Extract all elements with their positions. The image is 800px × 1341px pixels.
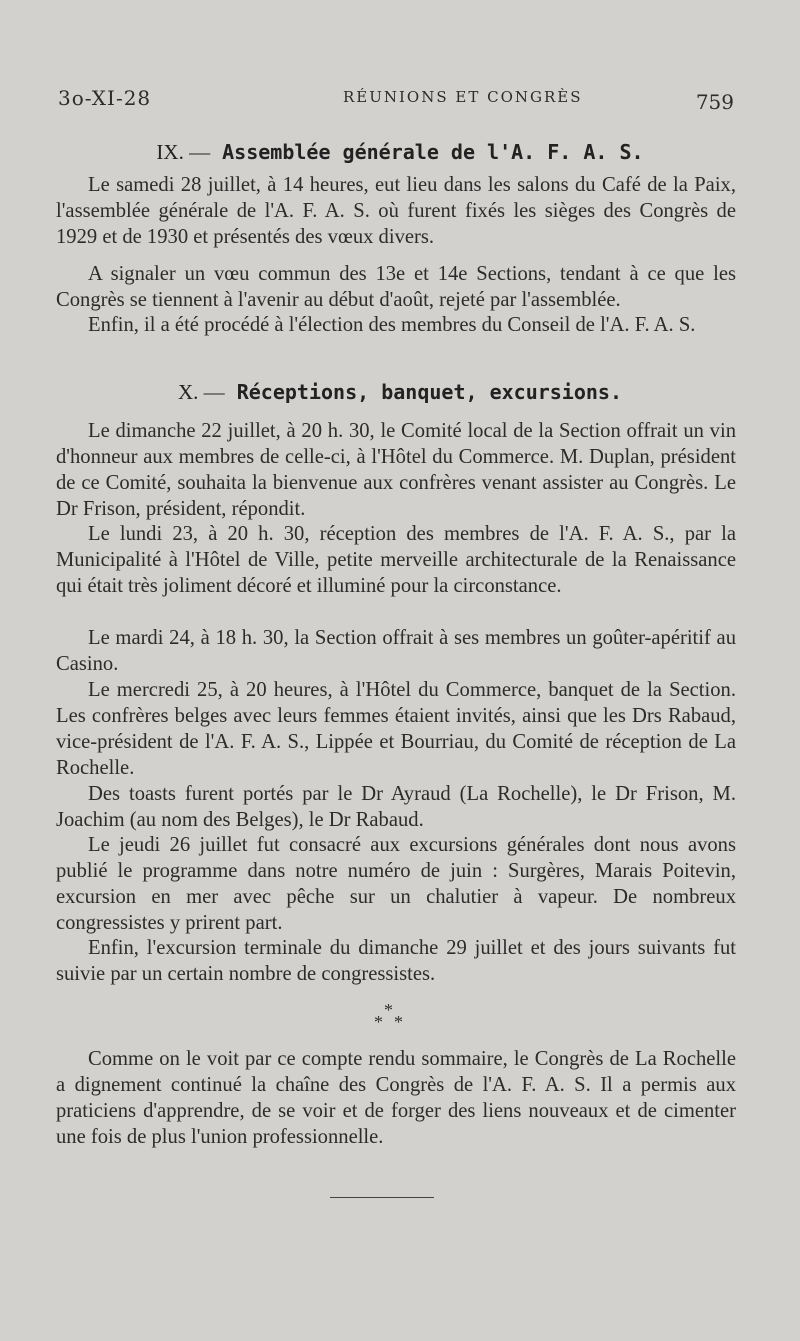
closing-rule <box>330 1197 434 1198</box>
section-10-title: Réceptions, banquet, excursions. <box>236 380 623 404</box>
header-date: 3o-XI-28 <box>58 86 152 110</box>
conclusion-paragraph: Comme on le voit par ce compte rendu sommaire, le Congrès de La Rochelle a dignement continué la chaîne des Congrès de l'A. F. A. S. Il a permis aux praticiens d'apprendre, de se voir et de forger des liens nouveaux et de cimenter une fois de plus l'union professionnelle. <box>56 1048 736 1148</box>
paragraph: Le mercredi 25, à 20 heures, à l'Hôtel du Commerce, banquet de la Section. Les confrères belges avec leurs femmes étaient invités, ainsi que les Drs Rabaud, vice-président de l'A. F. A. S., Lippée et Bourriau, du Comité de réception de La Rochelle. <box>56 679 736 779</box>
paragraph: A signaler un vœu commun des 13e et 14e Sections, tendant à ce que les Congrès se tiennent à l'avenir au début d'août, rejeté par l'assemblée. <box>56 263 736 311</box>
section-9-title: Assemblée générale de l'A. F. A. S. <box>222 140 644 164</box>
running-header <box>58 86 738 116</box>
paragraph: Le lundi 23, à 20 h. 30, réception des membres de l'A. F. A. S., par la Municipalité à l'Hôtel de Ville, petite merveille architecturale de la Renaissance qui était très joliment décoré et illuminé pour la circonstance. <box>56 523 736 597</box>
paragraph: Enfin, l'excursion terminale du dimanche 29 juillet et des jours suivants fut suivie par un certain nombre de congressistes. <box>56 937 736 985</box>
paragraph: Le dimanche 22 juillet, à 20 h. 30, le Comité local de la Section offrait un vin d'honneur aux membres de celle-ci, à l'Hôtel du Commerce. M. Duplan, président de ce Comité, souhaita la bienvenue aux confrères venant assister au Congrès. Le Dr Frison, président, répondit. <box>56 420 736 520</box>
page-number: 759 <box>695 90 734 114</box>
section-10-heading <box>0 380 800 405</box>
paragraph: Enfin, il a été procédé à l'élection des membres du Conseil de l'A. F. A. S. <box>88 314 696 336</box>
section-9-number: IX. — <box>156 140 211 164</box>
paragraph: Le samedi 28 juillet, à 14 heures, eut lieu dans les salons du Café de la Paix, l'assemblée générale de l'A. F. A. S. où furent fixés les sièges des Congrès de 1929 et de 1930 et présentés des vœux divers. <box>56 174 736 248</box>
asterism-divider: * * * <box>374 1000 403 1032</box>
paragraph: Le mardi 24, à 18 h. 30, la Section offrait à ses membres un goûter-apéritif au Casino. <box>56 627 736 675</box>
paragraph: Des toasts furent portés par le Dr Ayraud (La Rochelle), le Dr Frison, M. Joachim (au nom des Belges), le Dr Rabaud. <box>56 783 736 831</box>
section-9-heading <box>0 140 800 165</box>
header-title: RÉUNIONS ET CONGRÈS <box>343 88 583 106</box>
section-10-number: X. — <box>177 380 225 404</box>
paragraph: Le jeudi 26 juillet fut consacré aux excursions générales dont nous avons publié le programme dans notre numéro de juin : Surgères, Marais Poitevin, excursion en mer avec pêche sur un chalutier à vapeur. De nombreux congressistes y prirent part. <box>56 834 736 934</box>
